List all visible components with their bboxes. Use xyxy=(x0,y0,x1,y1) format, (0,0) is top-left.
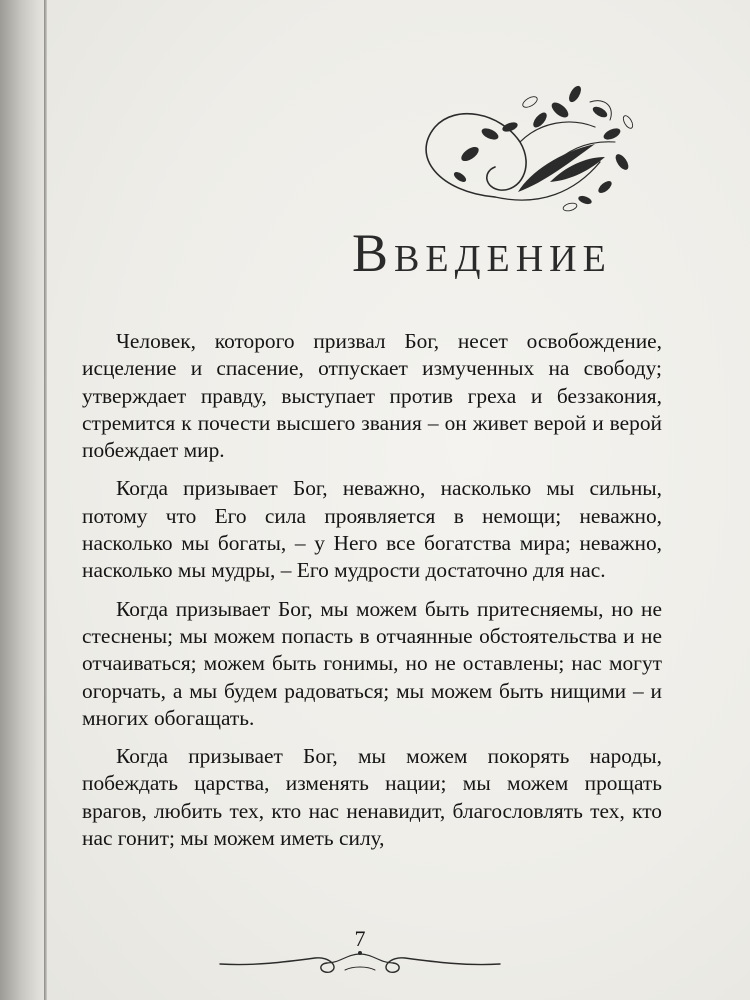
paragraph: Когда призывает Бог, мы можем покорять народы, побеждать царства, изменять нации; мы можем прощать врагов, любить тех, кто нас ненавидит, благословлять тех, кто нас гонит; мы можем иметь силу, xyxy=(82,744,662,851)
page-footer xyxy=(215,918,515,978)
floral-vine-ornament-icon xyxy=(400,72,650,232)
paragraph: Когда призывает Бог, мы можем быть притесняемы, но не стеснены; мы можем попасть в отчаянные обстоятельства и не отчаиваться; можем быть гонимы, но не оставлены; нас могут огорчать, а мы будем радоваться; мы можем быть нищими – и многих обогащать. xyxy=(82,596,662,730)
page-number: 7 xyxy=(354,926,366,951)
scroll-flourish-icon xyxy=(215,944,505,978)
paragraph: Когда призывает Бог, неважно, насколько мы сильны, потому что Его сила проявляется в немощи; неважно, насколько мы богаты, – у Него все богатства мира; неважно, насколько мы мудры, – Его мудрости достаточно для нас. xyxy=(82,476,662,583)
chapter-title: Введение xyxy=(352,223,612,283)
body-text xyxy=(82,328,662,863)
book-spine-shadow xyxy=(0,0,46,1000)
paragraph: Человек, которого призвал Бог, несет освобождение, исцеление и спасение, отпускает измученных на свободу; утверждает правду, выступает против греха и беззакония, стремится к почести высшего звания – он живет верой и верой побеждает мир. xyxy=(82,329,662,463)
